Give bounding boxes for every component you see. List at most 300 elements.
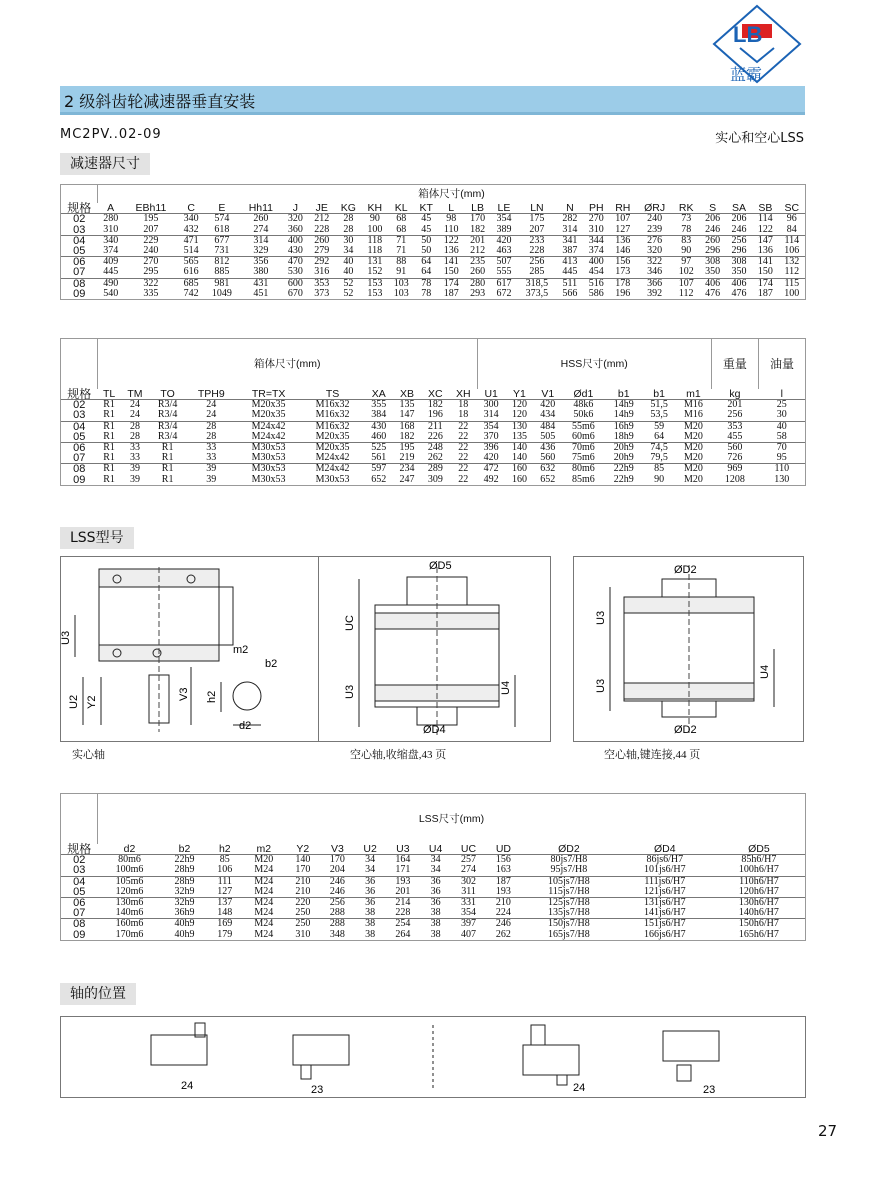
table-cell: 121js6/H7 <box>643 885 686 897</box>
table-cell: M30x53 <box>251 442 286 454</box>
col-header: V1 <box>541 388 555 400</box>
table-cell: 151js6/H7 <box>643 918 686 930</box>
table-cell: 150 <box>443 266 459 278</box>
table-cell: 40 <box>343 256 354 268</box>
table-cell: 28 <box>206 420 217 432</box>
table-cell: 70m6 <box>572 442 595 454</box>
table-cell: 28 <box>129 420 140 432</box>
label-d4: ØD4 <box>423 724 446 736</box>
table-cell: 71 <box>396 245 407 257</box>
table-cell: 48k6 <box>573 399 594 411</box>
table-cell: M20x35 <box>315 442 350 454</box>
table-cell: R3/4 <box>157 430 178 442</box>
row-size: 03 <box>73 409 86 422</box>
col-header: RH <box>615 202 631 215</box>
table-cell: 262 <box>495 928 511 940</box>
table-cell: 373 <box>314 287 330 299</box>
label-d2: d2 <box>239 720 252 732</box>
table-cell: 20h9 <box>613 442 634 454</box>
table-cell: 173 <box>615 266 631 278</box>
logo-letters: LB <box>733 22 763 47</box>
col-header: E <box>218 202 226 215</box>
table-cell: 451 <box>253 287 269 299</box>
table-cell: 353 <box>727 420 743 432</box>
col-header: TS <box>325 388 340 400</box>
table-cell: R3/4 <box>157 399 178 411</box>
table-cell: 140 <box>511 452 527 464</box>
table-cell: 36 <box>365 875 376 887</box>
col-header: U4 <box>428 843 443 855</box>
table-cell: 212 <box>314 213 330 225</box>
table-row <box>61 887 805 898</box>
table-cell: 115 <box>784 277 800 289</box>
table-cell: 147 <box>399 409 415 421</box>
table-cell: 80m6 <box>118 854 141 866</box>
table-cell: 196 <box>615 287 631 299</box>
table-cell: 28h9 <box>174 864 195 876</box>
table-cell: 71 <box>396 234 407 246</box>
table-cell: 70 <box>776 442 787 454</box>
page-title: 2 级斜齿轮减速器垂直安装 <box>64 92 256 111</box>
table-row <box>61 225 805 236</box>
table-row <box>61 930 805 940</box>
table-row <box>61 214 805 225</box>
table-cell: 652 <box>540 473 556 485</box>
table-cell: 219 <box>399 452 415 464</box>
label-d5: ØD5 <box>429 560 452 572</box>
table-cell: 53,5 <box>650 409 668 421</box>
table-cell: M20 <box>684 473 703 485</box>
table-cell: R1 <box>103 473 115 485</box>
table-cell: 309 <box>427 473 443 485</box>
col-header: h2 <box>218 843 231 855</box>
figure-shrink-disc <box>318 556 551 742</box>
table-cell: 262 <box>427 452 443 464</box>
hss-group1-header: 箱体尺寸(mm) <box>98 339 478 389</box>
table-cell: 25 <box>776 399 787 411</box>
table-cell: 163 <box>495 864 511 876</box>
table-cell: M16 <box>684 399 703 411</box>
col-header: ØD2 <box>558 843 580 855</box>
row-size: 04 <box>73 234 86 247</box>
table-cell: 112 <box>784 266 800 278</box>
table-cell: 514 <box>183 245 199 257</box>
table-row <box>61 410 805 421</box>
row-size: 04 <box>73 875 86 888</box>
table-cell: 420 <box>540 399 556 411</box>
label-y2: Y2 <box>86 695 98 709</box>
table-cell: 360 <box>287 223 303 235</box>
col-header: TPH9 <box>197 388 225 400</box>
col-header: KL <box>394 202 408 215</box>
col-header: ØD4 <box>654 843 676 855</box>
table-cell: 289 <box>427 463 443 475</box>
table-cell: 22h9 <box>613 463 634 475</box>
row-size: 05 <box>73 245 86 258</box>
table-cell: 270 <box>143 256 159 268</box>
table-cell: 296 <box>705 245 721 257</box>
label-v3: V3 <box>178 687 190 701</box>
table-cell: 22 <box>458 463 469 475</box>
table-cell: 112 <box>678 287 694 299</box>
oil-header: 油量 <box>770 356 795 371</box>
table-cell: 34 <box>343 245 354 257</box>
table-cell: 36h9 <box>174 907 195 919</box>
col-size: 规格 <box>67 201 92 216</box>
table-cell: M20 <box>684 452 703 464</box>
col-header: TO <box>160 388 175 400</box>
table-cell: 618 <box>214 223 230 235</box>
table-cell: 247 <box>399 473 415 485</box>
table-cell: 84 <box>786 223 797 235</box>
table-cell: 28 <box>129 430 140 442</box>
table-cell: 90 <box>369 213 380 225</box>
table-cell: 228 <box>529 245 545 257</box>
table-cell: 22 <box>458 473 469 485</box>
table-cell: 407 <box>461 928 476 940</box>
table-cell: 141js6/H7 <box>643 907 686 919</box>
table-cell: M24 <box>254 928 274 940</box>
table-cell: 246 <box>731 223 747 235</box>
table-cell: 32h9 <box>174 897 195 909</box>
table-cell: 137 <box>217 897 233 909</box>
table-cell: 152 <box>367 266 383 278</box>
table-cell: 38 <box>365 907 376 919</box>
table-cell: 64 <box>421 256 432 268</box>
table-cell: 50 <box>421 245 432 257</box>
table-cell: 354 <box>483 420 499 432</box>
table-cell: 39 <box>129 463 140 475</box>
table-cell: 91 <box>396 266 407 278</box>
table-cell: 454 <box>588 266 604 278</box>
table-cell: 103 <box>393 277 409 289</box>
table-cell: 195 <box>143 213 159 225</box>
label-u3: U3 <box>344 684 356 699</box>
table-cell: 288 <box>329 918 345 930</box>
label-u4: U4 <box>500 680 512 695</box>
dims-table <box>60 184 806 300</box>
table-cell: 111js6/H7 <box>644 875 686 887</box>
col-header: l <box>780 388 783 400</box>
table-cell: 256 <box>731 234 747 246</box>
table-cell: 36 <box>365 885 376 897</box>
table-cell: 471 <box>183 234 199 246</box>
row-size: 08 <box>73 918 86 931</box>
table-cell: 88 <box>396 256 407 268</box>
table-cell: 45 <box>421 223 432 235</box>
table-cell: 78 <box>421 287 432 299</box>
lb-logo <box>712 4 802 86</box>
row-size: 09 <box>73 473 86 486</box>
table-cell: 652 <box>371 473 387 485</box>
table-cell: M20x35 <box>251 399 286 411</box>
table-cell: 350 <box>731 266 747 278</box>
caption-solid: 实心轴 <box>72 749 105 761</box>
table-cell: 229 <box>143 234 159 246</box>
table-cell: 97 <box>681 256 692 268</box>
table-cell: M20 <box>254 854 274 866</box>
table-cell: 812 <box>214 256 230 268</box>
col-header: N <box>566 202 574 215</box>
table-cell: 370 <box>483 430 499 442</box>
table-cell: 22 <box>458 420 469 432</box>
table-cell: 114 <box>758 213 773 225</box>
table-cell: 160 <box>511 473 527 485</box>
table-cell: 511 <box>562 277 578 289</box>
table-cell: 125js7/H8 <box>548 897 590 909</box>
table-cell: 140 <box>511 442 527 454</box>
table-cell: 240 <box>647 213 663 225</box>
table-cell: 22 <box>458 430 469 442</box>
row-size: 05 <box>73 885 86 898</box>
table-cell: 206 <box>731 213 747 225</box>
col-header: XA <box>371 388 386 400</box>
table-cell: 22 <box>458 452 469 464</box>
col-size: 规格 <box>67 842 92 856</box>
col-header: b1 <box>653 388 665 400</box>
table-cell: 111 <box>217 875 232 887</box>
table-cell: 38 <box>430 918 441 930</box>
label-u2: U2 <box>68 694 80 709</box>
table-cell: M20 <box>684 420 703 432</box>
col-header: C <box>187 202 195 215</box>
table-cell: 34 <box>430 854 441 866</box>
table-cell: 141 <box>757 256 773 268</box>
table-cell: 156 <box>615 256 631 268</box>
table-cell: 40 <box>343 266 354 278</box>
table-cell: 100h6/H7 <box>738 864 779 876</box>
table-cell: 18h9 <box>613 430 634 442</box>
col-header: KT <box>419 202 433 215</box>
table-cell: 174 <box>757 277 773 289</box>
table-cell: 187 <box>443 287 459 299</box>
col-header: KG <box>340 202 356 215</box>
table-cell: 175 <box>529 213 545 225</box>
table-cell: 348 <box>329 928 345 940</box>
table-cell: 463 <box>496 245 512 257</box>
table-cell: 340 <box>103 234 119 246</box>
table-cell: 136 <box>615 234 631 246</box>
col-header: UD <box>495 843 512 855</box>
table-cell: 409 <box>103 256 119 268</box>
table-cell: 354 <box>496 213 512 225</box>
table-cell: 28 <box>206 430 217 442</box>
table-cell: 228 <box>395 907 411 919</box>
table-cell: 120 <box>511 409 527 421</box>
table-cell: 282 <box>562 213 578 225</box>
table-cell: 430 <box>287 245 303 257</box>
table-cell: 131 <box>367 256 383 268</box>
hss-table <box>60 338 806 486</box>
table-cell: 201 <box>395 885 411 897</box>
row-size: 02 <box>73 213 86 226</box>
table-row <box>61 432 805 443</box>
table-cell: M24 <box>254 875 274 887</box>
table-cell: 114 <box>784 234 800 246</box>
row-size: 09 <box>73 928 86 941</box>
table-cell: 885 <box>214 266 230 278</box>
table-cell: 374 <box>588 245 604 257</box>
table-cell: 80js7/H8 <box>550 854 588 866</box>
label-h2: h2 <box>206 690 218 703</box>
table-cell: 136 <box>443 245 459 257</box>
table-cell: 14h9 <box>613 399 634 411</box>
table-cell: M24 <box>254 864 274 876</box>
table-cell: 233 <box>529 234 545 246</box>
table-cell: 182 <box>399 430 415 442</box>
table-cell: 311 <box>461 885 476 897</box>
table-cell: 574 <box>214 213 230 225</box>
table-cell: 24 <box>206 399 217 411</box>
table-cell: 40h9 <box>174 928 195 940</box>
col-header: U1 <box>484 388 498 400</box>
table-cell: 40 <box>776 420 787 432</box>
table-cell: 292 <box>314 256 330 268</box>
table-cell: 314 <box>483 409 499 421</box>
table-cell: 320 <box>647 245 663 257</box>
table-cell: 64 <box>421 266 432 278</box>
col-header: LB <box>471 202 484 215</box>
table-cell: 122 <box>443 234 459 246</box>
table-cell: 239 <box>647 223 663 235</box>
col-header: V3 <box>330 843 344 855</box>
table-cell: R1 <box>103 420 115 432</box>
table-cell: 235 <box>470 256 486 268</box>
table-cell: 430 <box>371 420 387 432</box>
table-cell: 434 <box>540 409 556 421</box>
table-cell: 105js7/H8 <box>548 875 590 887</box>
table-cell: 472 <box>483 463 499 475</box>
table-cell: 22h9 <box>613 473 634 485</box>
table-cell: 85m6 <box>572 473 595 485</box>
section-lss: LSS型号 <box>60 527 134 549</box>
col-header: KH <box>367 202 383 215</box>
table-cell: 51,5 <box>650 399 668 411</box>
table-cell: 389 <box>496 223 512 235</box>
table-cell: 540 <box>103 287 119 299</box>
row-size: 07 <box>73 266 86 279</box>
row-size: 06 <box>73 442 86 455</box>
table-cell: 58 <box>776 430 787 442</box>
lss-table <box>60 793 806 941</box>
table-cell: 90 <box>654 473 665 485</box>
col-header: m2 <box>256 843 272 855</box>
table-cell: 228 <box>314 223 330 235</box>
table-row <box>61 453 805 464</box>
table-row <box>61 289 805 299</box>
table-cell: 127 <box>615 223 631 235</box>
table-cell: 207 <box>529 223 545 235</box>
table-cell: 276 <box>647 234 663 246</box>
table-cell: 507 <box>496 256 512 268</box>
table-cell: 36 <box>430 875 441 887</box>
table-cell: R1 <box>103 399 115 411</box>
table-cell: 279 <box>314 245 330 257</box>
table-cell: 254 <box>395 918 411 930</box>
col-header: J <box>292 202 299 215</box>
table-cell: R1 <box>103 442 115 454</box>
col-header: SC <box>784 202 800 215</box>
table-cell: M20x35 <box>251 409 286 421</box>
table-cell: 220 <box>295 897 311 909</box>
row-size: 07 <box>73 452 86 465</box>
table-cell: 170m6 <box>115 928 144 940</box>
table-cell: 256 <box>329 897 345 909</box>
table-cell: M24 <box>254 897 274 909</box>
table-cell: 396 <box>483 442 499 454</box>
table-cell: 525 <box>371 442 387 454</box>
table-cell: 214 <box>395 897 411 909</box>
table-cell: 207 <box>143 223 159 235</box>
table-cell: 90 <box>681 245 692 257</box>
table-cell: R1 <box>103 430 115 442</box>
label-u4: U4 <box>759 664 771 679</box>
label-u3: U3 <box>61 630 72 645</box>
table-row <box>61 267 805 278</box>
table-cell: 308 <box>705 256 721 268</box>
table-cell: 156 <box>495 854 511 866</box>
table-cell: 406 <box>731 277 747 289</box>
table-cell: 38 <box>430 928 441 940</box>
table-cell: 85h6/H7 <box>741 854 777 866</box>
col-header: b2 <box>178 843 191 855</box>
table-cell: 28h9 <box>174 875 195 887</box>
table-cell: 110 <box>774 463 790 475</box>
table-cell: 38 <box>365 928 376 940</box>
table-cell: 182 <box>470 223 486 235</box>
label-m2: m2 <box>233 644 249 656</box>
table-cell: 260 <box>705 234 721 246</box>
row-size: 03 <box>73 223 86 236</box>
table-cell: 256 <box>727 409 743 421</box>
table-cell: 632 <box>540 463 556 475</box>
position-label-4: 23 <box>703 1084 716 1096</box>
table-cell: 300 <box>483 399 499 411</box>
table-cell: 130 <box>511 420 527 432</box>
table-cell: 400 <box>287 234 303 246</box>
table-cell: 110h6/H7 <box>739 875 779 887</box>
table-cell: 195 <box>399 442 415 454</box>
brand-name: 蓝霸 <box>730 67 763 84</box>
dims-group-header: 箱体尺寸(mm) <box>418 188 485 200</box>
table-cell: 135 <box>511 430 527 442</box>
table-cell: 310 <box>588 223 604 235</box>
row-size: 02 <box>73 399 86 412</box>
table-cell: 150 <box>757 266 773 278</box>
table-cell: 146 <box>615 245 631 257</box>
label-b2: b2 <box>265 658 278 670</box>
table-cell: 366 <box>647 277 663 289</box>
table-cell: 34 <box>365 864 376 876</box>
table-cell: 432 <box>183 223 199 235</box>
table-cell: 140 <box>295 854 311 866</box>
table-cell: 413 <box>562 256 578 268</box>
table-cell: 260 <box>314 234 330 246</box>
table-cell: 250 <box>295 907 311 919</box>
table-cell: 100m6 <box>115 864 144 876</box>
table-cell: 256 <box>529 256 545 268</box>
table-cell: 130 <box>774 473 790 485</box>
label-d2-bottom: ØD2 <box>674 724 697 736</box>
table-cell: 400 <box>588 256 604 268</box>
table-cell: 135 <box>399 399 415 411</box>
table-cell: 107 <box>678 277 694 289</box>
table-cell: 226 <box>427 430 443 442</box>
table-cell: 616 <box>183 266 199 278</box>
table-cell: 140m6 <box>115 907 144 919</box>
table-cell: 95 <box>776 452 787 464</box>
table-cell: 64 <box>654 430 665 442</box>
